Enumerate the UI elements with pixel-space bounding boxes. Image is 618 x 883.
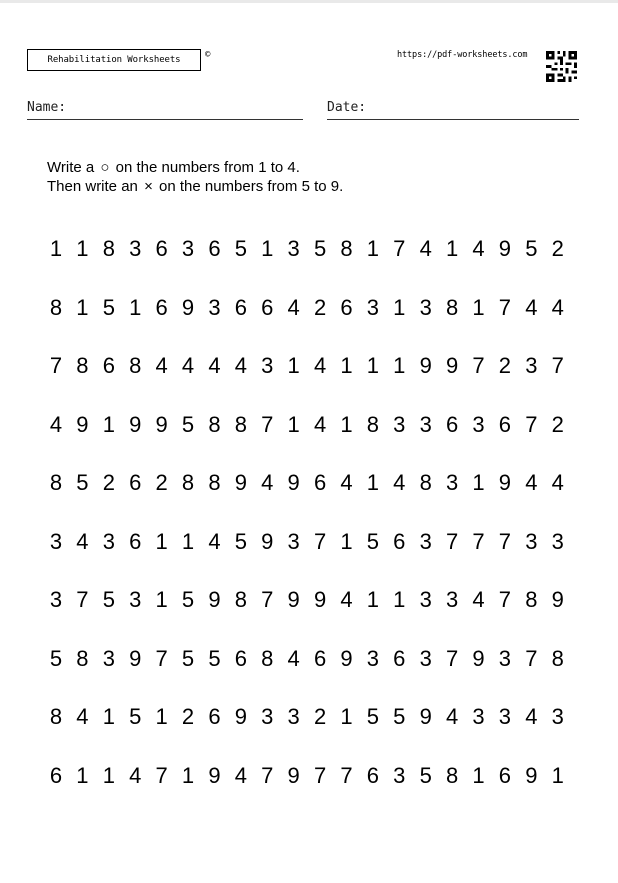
number-cell[interactable]: 5 [181,411,195,437]
instructions [47,158,343,196]
number-cell[interactable]: 4 [525,704,538,729]
number-cell[interactable]: 4 [393,470,406,495]
number-cell[interactable]: 8 [234,411,247,437]
number-cell[interactable]: 1 [102,704,115,729]
number-cell[interactable]: 2 [102,470,115,495]
number-cell[interactable]: 4 [472,587,485,612]
page-top-edge [0,0,618,3]
number-cell[interactable]: 2 [155,470,168,495]
number-cell[interactable]: 1 [155,528,168,554]
number-cell[interactable]: 9 [472,645,485,671]
number-cell[interactable]: 9 [340,645,353,671]
number-cell[interactable]: 3 [551,528,564,554]
number-row [45,644,569,703]
number-cell[interactable]: 4 [340,587,353,612]
number-cell[interactable]: 9 [419,704,432,729]
number-cell[interactable]: 8 [208,411,221,437]
number-cell[interactable]: 7 [551,353,564,378]
number-row [45,527,569,586]
number-cell[interactable]: 8 [340,236,353,261]
number-cell[interactable]: 6 [445,411,459,437]
number-cell[interactable]: 3 [287,236,300,261]
number-cell[interactable]: 1 [102,411,115,437]
number-row [45,293,569,352]
number-cell[interactable]: 9 [155,411,168,437]
instruction-2-text-end: on the numbers from 5 to 9. [159,178,344,195]
number-cell[interactable]: 4 [551,470,564,495]
number-cell[interactable]: 3 [419,645,432,671]
number-cell[interactable]: 4 [129,762,142,788]
number-cell[interactable]: 8 [261,645,274,671]
number-cell[interactable]: 3 [419,528,432,554]
number-cell[interactable]: 1 [49,236,63,261]
number-cell[interactable]: 8 [525,587,538,612]
number-cell[interactable]: 6 [129,528,142,554]
number-cell[interactable]: 8 [208,470,221,495]
number-cell[interactable]: 1 [472,762,485,788]
number-cell[interactable]: 7 [261,762,274,788]
number-cell[interactable]: 7 [525,411,538,437]
instruction-2-text-start: Then write an [47,178,138,195]
number-cell[interactable]: 6 [129,470,142,495]
copyright-mark: © [205,50,211,60]
number-cell[interactable]: 4 [234,762,247,788]
number-cell[interactable]: 5 [129,704,142,729]
number-cell[interactable]: 5 [366,704,379,729]
number-cell[interactable]: 4 [445,704,459,729]
number-cell[interactable]: 5 [419,762,432,788]
number-cell[interactable]: 7 [472,528,485,554]
number-cell[interactable]: 1 [76,762,89,788]
number-cell[interactable]: 1 [155,587,168,612]
number-cell[interactable]: 7 [261,411,274,437]
number-cell[interactable]: 4 [76,704,89,729]
number-cell[interactable]: 8 [129,353,142,378]
number-cell[interactable]: 7 [393,236,406,261]
number-cell[interactable]: 7 [49,353,63,378]
cross-symbol-icon: × [144,178,153,195]
number-cell[interactable]: 5 [234,528,247,554]
number-cell[interactable]: 3 [393,762,406,788]
number-cell[interactable]: 4 [287,645,300,671]
number-cell[interactable]: 1 [393,587,406,612]
number-cell[interactable]: 1 [102,762,115,788]
number-cell[interactable]: 9 [498,470,512,495]
number-cell[interactable]: 8 [181,470,195,495]
number-cell[interactable]: 9 [287,762,300,788]
instruction-1-text-start: Write a [47,159,95,176]
number-cell[interactable]: 3 [102,528,115,554]
number-cell[interactable]: 2 [498,353,512,378]
number-row [45,234,569,293]
number-cell[interactable]: 4 [76,528,89,554]
number-cell[interactable]: 9 [445,353,459,378]
number-cell[interactable]: 1 [181,528,195,554]
number-cell[interactable]: 4 [208,353,221,378]
number-cell[interactable]: 6 [234,645,247,671]
number-cell[interactable]: 9 [208,762,221,788]
number-cell[interactable]: 6 [208,236,221,261]
number-cell[interactable]: 4 [419,236,432,261]
number-cell[interactable]: 3 [445,587,459,612]
qr-code-icon [545,51,578,82]
number-cell[interactable]: 7 [155,645,168,671]
number-cell[interactable]: 9 [525,762,538,788]
number-cell[interactable]: 3 [366,645,379,671]
instruction-line-2 [47,177,343,196]
number-cell[interactable]: 7 [445,645,459,671]
number-cell[interactable]: 9 [129,645,142,671]
number-cell[interactable]: 8 [76,353,89,378]
number-cell[interactable]: 7 [498,294,512,320]
name-label: Name: [27,100,67,115]
number-cell[interactable]: 3 [49,528,63,554]
number-cell[interactable]: 2 [551,411,564,437]
number-cell[interactable]: 7 [445,528,459,554]
number-cell[interactable]: 1 [366,470,379,495]
number-cell[interactable]: 9 [208,587,221,612]
number-cell[interactable]: 4 [472,236,485,261]
number-cell[interactable]: 1 [340,353,353,378]
number-cell[interactable]: 9 [498,236,512,261]
worksheet-title: Rehabilitation Worksheets [27,49,201,71]
number-cell[interactable]: 6 [313,645,327,671]
number-cell[interactable]: 1 [155,704,168,729]
number-cell[interactable]: 2 [181,704,195,729]
number-cell[interactable]: 3 [102,645,115,671]
number-cell[interactable]: 5 [181,587,195,612]
number-cell[interactable]: 3 [208,294,221,320]
number-cell[interactable]: 4 [261,470,274,495]
number-cell[interactable]: 8 [49,704,63,729]
instruction-line-1 [47,158,343,177]
number-cell[interactable]: 8 [551,645,564,671]
number-cell[interactable]: 4 [525,294,538,320]
number-cell[interactable]: 9 [181,294,195,320]
number-cell[interactable]: 4 [313,411,327,437]
number-cell[interactable]: 6 [208,704,221,729]
number-cell[interactable]: 9 [419,353,432,378]
number-cell[interactable]: 5 [102,587,115,612]
number-cell[interactable]: 1 [129,294,142,320]
number-cell[interactable]: 7 [261,587,274,612]
number-cell[interactable]: 4 [551,294,564,320]
number-cell[interactable]: 9 [234,704,247,729]
number-cell[interactable]: 3 [525,528,538,554]
number-cell[interactable]: 1 [76,294,89,320]
number-cell[interactable]: 8 [49,470,63,495]
number-cell[interactable]: 5 [366,528,379,554]
number-cell[interactable]: 5 [181,645,195,671]
number-cell[interactable]: 9 [551,587,564,612]
number-cell[interactable]: 2 [551,236,564,261]
number-cell[interactable]: 1 [287,411,300,437]
number-cell[interactable]: 6 [393,528,406,554]
number-cell[interactable]: 5 [208,645,221,671]
number-cell[interactable]: 8 [102,236,115,261]
number-cell[interactable]: 1 [261,236,274,261]
number-cell[interactable]: 3 [525,353,538,378]
number-cell[interactable]: 7 [340,762,353,788]
number-cell[interactable]: 7 [525,645,538,671]
number-cell[interactable]: 8 [445,294,459,320]
date-field[interactable] [327,99,579,120]
number-cell[interactable]: 3 [551,704,564,729]
number-cell[interactable]: 1 [366,587,379,612]
number-cell[interactable]: 9 [76,411,89,437]
number-cell[interactable]: 1 [366,353,379,378]
number-cell[interactable]: 4 [155,353,168,378]
number-cell[interactable]: 3 [261,353,274,378]
number-cell[interactable]: 5 [525,236,538,261]
number-cell[interactable]: 1 [340,528,353,554]
number-cell[interactable]: 9 [234,470,247,495]
number-cell[interactable]: 9 [261,528,274,554]
number-row [45,702,569,761]
number-cell[interactable]: 3 [445,470,459,495]
number-cell[interactable]: 7 [472,353,485,378]
number-cell[interactable]: 7 [498,528,512,554]
number-cell[interactable]: 6 [498,411,512,437]
number-cell[interactable]: 3 [129,236,142,261]
number-cell[interactable]: 3 [181,236,195,261]
number-cell[interactable]: 3 [287,528,300,554]
number-cell[interactable]: 5 [102,294,115,320]
number-cell[interactable]: 3 [287,704,300,729]
number-cell[interactable]: 1 [472,294,485,320]
number-row [45,761,569,820]
number-cell[interactable]: 7 [313,528,327,554]
number-row [45,468,569,527]
number-cell[interactable]: 6 [393,645,406,671]
name-field[interactable] [27,99,303,120]
number-cell[interactable]: 6 [155,294,168,320]
number-cell[interactable]: 1 [366,236,379,261]
number-cell[interactable]: 8 [445,762,459,788]
number-cell[interactable]: 4 [49,411,63,437]
number-cell[interactable]: 1 [472,470,485,495]
number-cell[interactable]: 1 [445,236,459,261]
number-cell[interactable]: 6 [366,762,379,788]
circle-symbol-icon: ○ [100,159,110,176]
number-cell[interactable]: 1 [393,353,406,378]
number-cell[interactable]: 3 [498,645,512,671]
number-row [45,585,569,644]
number-cell[interactable]: 8 [366,411,379,437]
number-cell[interactable]: 9 [287,587,300,612]
number-cell[interactable]: 3 [472,704,485,729]
number-cell[interactable]: 9 [129,411,142,437]
number-cell[interactable]: 9 [313,587,327,612]
number-cell[interactable]: 4 [340,470,353,495]
number-row [45,351,569,410]
number-cell[interactable]: 3 [129,587,142,612]
number-cell[interactable]: 6 [102,353,115,378]
number-cell[interactable]: 5 [393,704,406,729]
number-cell[interactable]: 4 [234,353,247,378]
number-cell[interactable]: 9 [287,470,300,495]
number-cell[interactable]: 3 [49,587,63,612]
number-cell[interactable]: 6 [261,294,274,320]
number-cell[interactable]: 3 [419,587,432,612]
number-cell[interactable]: 5 [76,470,89,495]
number-cell[interactable]: 5 [234,236,247,261]
number-cell[interactable]: 1 [287,353,300,378]
number-cell[interactable]: 6 [155,236,168,261]
number-cell[interactable]: 7 [155,762,168,788]
number-cell[interactable]: 8 [419,470,432,495]
number-cell[interactable]: 3 [498,704,512,729]
number-row [45,410,569,469]
number-cell[interactable]: 8 [234,587,247,612]
number-cell[interactable]: 3 [419,294,432,320]
number-cell[interactable]: 6 [234,294,247,320]
instruction-1-text-end: on the numbers from 1 to 4. [115,159,300,176]
number-cell[interactable]: 1 [76,236,89,261]
number-cell[interactable]: 1 [340,704,353,729]
number-cell[interactable]: 5 [49,645,63,671]
date-label: Date: [327,100,367,115]
number-cell[interactable]: 8 [49,294,63,320]
number-cell[interactable]: 7 [498,587,512,612]
number-cell[interactable]: 8 [76,645,89,671]
number-cell[interactable]: 3 [261,704,274,729]
number-cell[interactable]: 6 [498,762,512,788]
number-cell[interactable]: 3 [393,411,406,437]
number-cell[interactable]: 4 [287,294,300,320]
number-cell[interactable]: 3 [366,294,379,320]
number-cell[interactable]: 3 [419,411,432,437]
number-cell[interactable]: 3 [472,411,485,437]
number-cell[interactable]: 4 [313,353,327,378]
number-cell[interactable]: 6 [340,294,353,320]
number-grid [45,234,569,819]
site-url[interactable]: https://pdf-worksheets.com [397,50,528,60]
number-cell[interactable]: 5 [313,236,327,261]
number-cell[interactable]: 1 [551,762,564,788]
number-cell[interactable]: 4 [181,353,195,378]
number-cell[interactable]: 2 [313,704,327,729]
number-cell[interactable]: 7 [76,587,89,612]
number-cell[interactable]: 7 [313,762,327,788]
number-cell[interactable]: 1 [181,762,195,788]
number-cell[interactable]: 2 [313,294,327,320]
number-cell[interactable]: 4 [208,528,221,554]
number-cell[interactable]: 6 [49,762,63,788]
number-cell[interactable]: 6 [313,470,327,495]
number-cell[interactable]: 1 [340,411,353,437]
number-cell[interactable]: 1 [393,294,406,320]
number-cell[interactable]: 4 [525,470,538,495]
